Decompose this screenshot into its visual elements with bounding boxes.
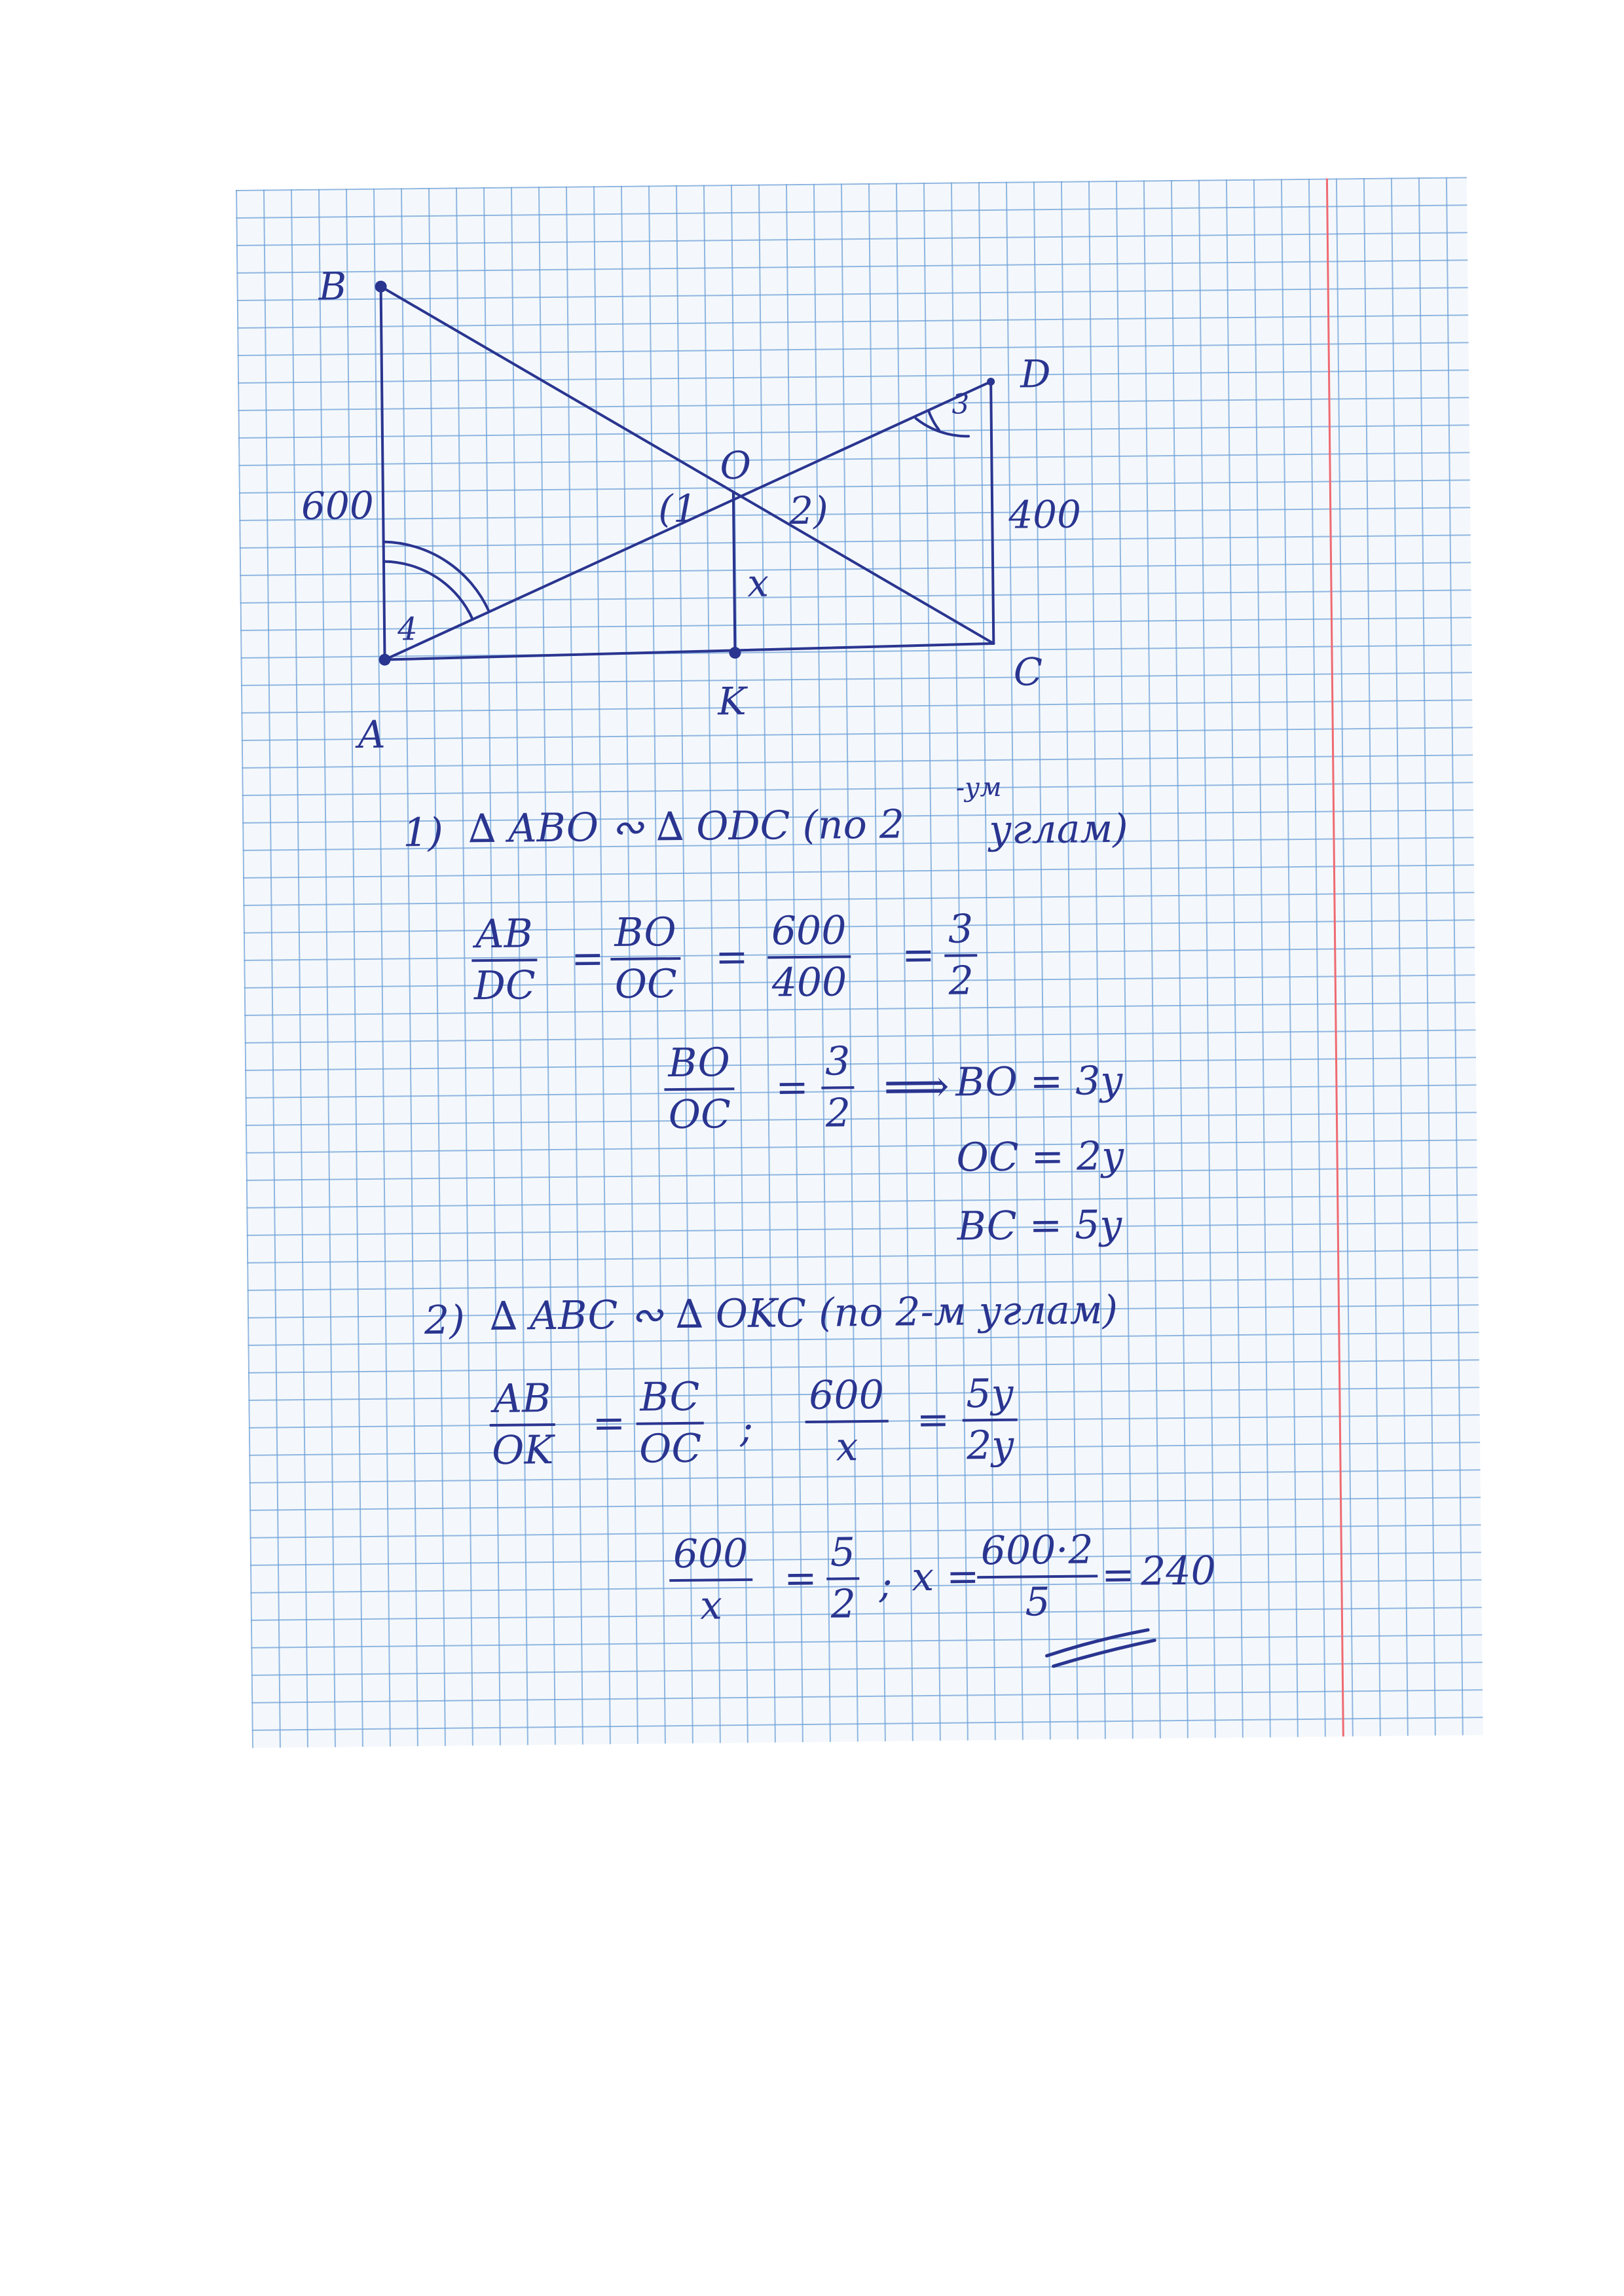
implies-arrow: ⟹ [883,1059,950,1114]
point-A [378,654,390,666]
separator: ; [878,1561,893,1607]
step2-fraction-5-2 [826,1529,860,1628]
separator: ; [739,1405,754,1452]
equals-sign: = [901,932,935,979]
answer-underline-1 [1046,1630,1148,1656]
x-equals: x = [911,1554,980,1601]
step1-fraction-ab-dc [470,911,540,1010]
denominator: x [699,1582,723,1629]
numerator: 600 [669,1533,752,1582]
step2-fraction-5y-2y [962,1370,1018,1469]
angle-label-4: 4 [397,611,418,648]
denominator: 5 [1025,1579,1051,1626]
segment-AB [381,287,385,660]
vertex-label-D: D [1020,351,1051,397]
step1-superscript: -ум [955,772,1002,803]
vertex-label-K: K [717,678,747,724]
denominator: 2 [948,958,974,1004]
step2-fraction-600-x [805,1372,889,1470]
step2-fraction-600-x-2 [669,1530,753,1629]
step1-statement: ∆ ABO ∾ ∆ ODC (по 2 [468,801,905,852]
numerator: 5 [826,1532,860,1580]
denominator: 400 [771,959,847,1006]
equals-sign: = [783,1555,817,1602]
step2-fraction-600x2-5 [977,1529,1098,1624]
answer-underline-2 [1053,1640,1154,1666]
vertex-label-O: O [720,443,752,488]
numerator: 600·2 [977,1529,1098,1578]
numerator: BO [664,1042,734,1091]
point-K [729,647,741,659]
numerator: AB [489,1378,555,1427]
point-B [375,281,386,293]
denominator: OC [614,961,678,1008]
point-D [987,378,995,386]
denominator: 2 [830,1581,857,1628]
numerator: 5y [962,1374,1018,1422]
segment-AC [384,644,993,660]
denominator: OC [638,1425,702,1472]
numerator: BO [610,912,680,960]
step1-number: 1) [402,809,444,856]
step1-fraction-3-2-b [821,1038,855,1137]
step1-fraction-bo-oc [610,909,682,1008]
step2-fraction-ab-ok [487,1378,557,1472]
angle-label-2: 2) [788,488,829,534]
step1-fraction-bo-oc-2 [664,1040,735,1139]
step2-fraction-bc-oc [635,1374,706,1472]
denominator: DC [473,962,536,1010]
equals-sign: = [714,934,748,981]
angle-arc-D-2 [916,418,969,437]
segment-DC [991,382,993,644]
step2-number: 2) [424,1297,466,1344]
numerator: 600 [767,910,851,958]
denominator: OC [668,1091,731,1139]
step1-fraction-3-2 [944,906,978,1004]
result-bo: BO = 3y [955,1057,1123,1106]
equals-sign: = [1101,1552,1135,1599]
angle-label-1: (1 [657,486,698,532]
height-label-x: x [747,560,769,606]
step1-statement-end: углам) [988,805,1128,854]
step2-statement: ∆ ABC ∾ ∆ OKC (по 2-м углам) [489,1286,1118,1340]
triangle-figure [236,177,1483,1748]
segment-BC [381,280,994,650]
result-bc: BC = 5y [957,1201,1122,1250]
vertex-label-C: C [1013,649,1043,695]
segment-OK [733,492,735,653]
equals-sign: = [592,1400,626,1447]
equals-sign: = [570,936,604,982]
vertex-label-A: A [358,712,386,757]
numerator: 600 [805,1375,888,1423]
numerator: BC [636,1377,704,1425]
final-answer: 240 [1140,1548,1217,1595]
numerator: AB [471,913,537,962]
denominator: OK [491,1427,554,1474]
length-label-AB: 600 [301,483,375,528]
denominator: 2y [966,1422,1014,1469]
denominator: x [836,1424,858,1470]
graph-paper-sheet [236,177,1483,1748]
equals-sign: = [916,1396,950,1444]
vertex-label-B: B [318,264,347,309]
denominator: 2 [825,1090,851,1137]
numerator: 3 [944,909,978,957]
result-oc: OC = 2y [956,1133,1124,1181]
step1-fraction-600-400 [767,907,851,1006]
angle-label-3: 3 [951,388,970,420]
equals-sign: = [775,1064,809,1111]
length-label-DC: 400 [1008,492,1082,538]
numerator: 3 [821,1041,855,1089]
